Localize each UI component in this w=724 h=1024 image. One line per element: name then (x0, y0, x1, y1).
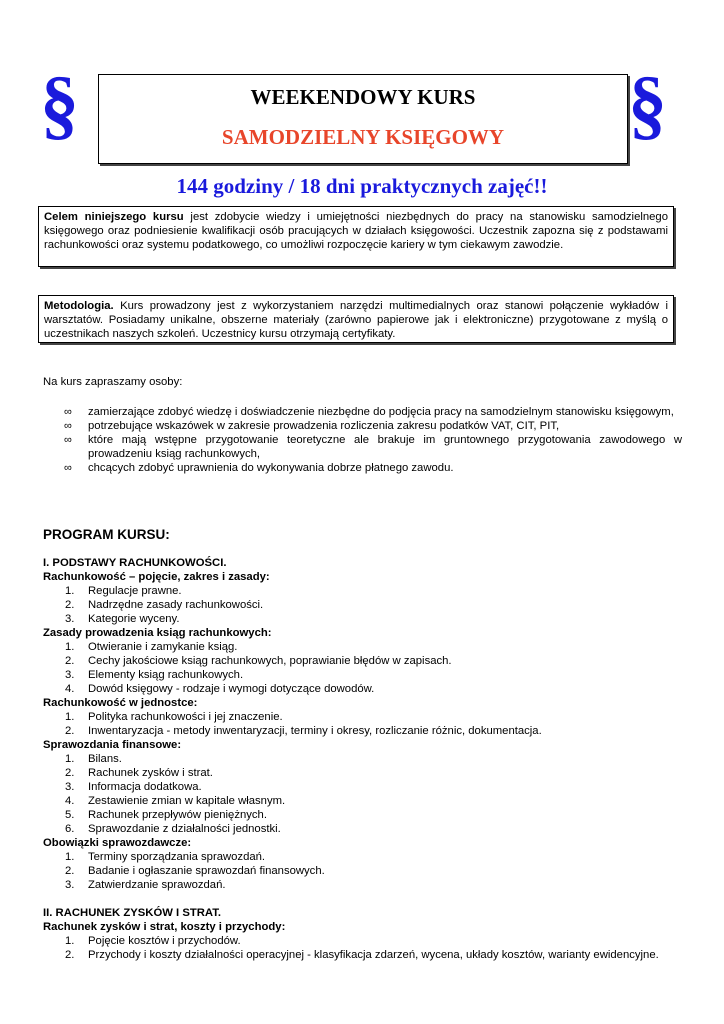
item-text: Kategorie wyceny. (88, 613, 180, 625)
item-text: Badanie i ogłaszanie sprawozdań finansowych. (88, 865, 325, 877)
item-number: 2. (65, 949, 75, 961)
course-name-title: SAMODZIELNY KSIĘGOWY (221, 125, 505, 149)
program-section-title: Rachunek zysków i strat, koszty i przychody: (43, 921, 286, 933)
goal-lead: Celem niniejszego kursu (44, 211, 184, 223)
program-section-title: Rachunkowość – pojęcie, zakres i zasady: (43, 571, 270, 583)
program-item (43, 668, 683, 682)
program-item (43, 598, 683, 612)
program-section-title: Rachunkowość w jednostce: (43, 697, 198, 709)
item-number: 3. (65, 669, 75, 681)
item-number: 1. (65, 851, 75, 863)
program-part-title: I. PODSTAWY RACHUNKOWOŚCI. (43, 557, 227, 569)
item-text: Rachunek przepływów pieniężnych. (88, 809, 267, 821)
program-title: PROGRAM KURSU: (43, 527, 170, 542)
infinity-bullet-icon: ∞ (64, 434, 72, 446)
item-number: 2. (65, 767, 75, 779)
item-text: Bilans. (88, 753, 122, 765)
program-item (43, 682, 683, 696)
item-number: 3. (65, 781, 75, 793)
program-section-title: Zasady prowadzenia ksiąg rachunkowych: (43, 627, 272, 639)
course-type-title: WEEKENDOWY KURS (250, 85, 476, 109)
goal-text: jest zdobycie wiedzy i umiejętności niezbędnych do pracy na stanowisku samodzielnego księgowego oraz podniesienie kwalifikacji osób pracujących w działach księgowości. Uczestnik zapozna się z podstawami rachunkowości oraz systemu podatkowego, co umożliwi rozpoczęcie kariery w tym ciekawym zawodzie. (44, 211, 668, 251)
infinity-bullet-icon: ∞ (64, 462, 72, 474)
goal-box (38, 206, 674, 267)
audience-list (64, 405, 682, 475)
list-item-text: chcących zdobyć uprawnienia do wykonywania dobrze płatnego zawodu. (88, 462, 454, 474)
list-item (64, 461, 682, 475)
program-item (43, 780, 683, 794)
audience-intro: Na kurs zapraszamy osoby: (43, 376, 183, 388)
item-text: Polityka rachunkowości i jej znaczenie. (88, 711, 283, 723)
item-number: 1. (65, 711, 75, 723)
item-number: 1. (65, 935, 75, 947)
program-item (43, 766, 683, 780)
item-number: 5. (65, 809, 75, 821)
list-item (64, 433, 682, 461)
item-text: Pojęcie kosztów i przychodów. (88, 935, 241, 947)
item-number: 1. (65, 753, 75, 765)
item-text: Elementy ksiąg rachunkowych. (88, 669, 244, 681)
methodology-box (38, 295, 674, 343)
item-number: 1. (65, 585, 75, 597)
program-part-title: II. RACHUNEK ZYSKÓW I STRAT. (43, 907, 222, 919)
item-number: 3. (65, 879, 75, 891)
item-text: Dowód księgowy - rodzaje i wymogi dotyczące dowodów. (88, 683, 375, 695)
program-section-title: Sprawozdania finansowe: (43, 739, 182, 751)
item-text: Informacja dodatkowa. (88, 781, 202, 793)
program-item (43, 612, 683, 626)
item-text: Zatwierdzanie sprawozdań. (88, 879, 226, 891)
item-number: 3. (65, 613, 75, 625)
item-text: Inwentaryzacja - metody inwentaryzacji, terminy i okresy, rozliczanie różnic, dokumentacja. (88, 725, 542, 737)
methodology-lead: Metodologia. (44, 300, 114, 312)
item-number: 2. (65, 865, 75, 877)
list-item-text: zamierzające zdobyć wiedzę i doświadczenie niezbędne do podjęcia pracy na samodzielnym stanowisku księgowym, (88, 406, 674, 418)
program-item (43, 752, 683, 766)
item-text: Rachunek zysków i strat. (88, 767, 213, 779)
item-text: Regulacje prawne. (88, 585, 182, 597)
program-item (43, 934, 683, 948)
program-item (43, 710, 683, 724)
item-number: 4. (65, 795, 75, 807)
item-text: Zestawienie zmian w kapitale własnym. (88, 795, 286, 807)
methodology-text: Kurs prowadzony jest z wykorzystaniem narzędzi multimedialnych oraz stanowi połączenie wykładów i warsztatów. Posiadamy unikalne, obszerne materiały (zarówno papierowe jak i elektroniczne) przygotowane z myślą o uczestnikach naszych szkoleń. Uczestnicy kursu otrzymają certyfikaty. (44, 300, 668, 340)
infinity-bullet-icon: ∞ (64, 420, 72, 432)
item-text: Przychody i koszty działalności operacyjnej - klasyfikacja zdarzeń, wycena, układy kosztów, warianty ewidencyjne. (88, 949, 659, 961)
program-item (43, 850, 683, 864)
list-item (64, 405, 682, 419)
item-text: Terminy sporządzania sprawozdań. (88, 851, 266, 863)
list-item (64, 419, 682, 433)
program-item (43, 808, 683, 822)
item-text: Cechy jakościowe ksiąg rachunkowych, poprawianie błędów w zapisach. (88, 655, 452, 667)
program-item (43, 948, 683, 962)
program-item (43, 640, 683, 654)
item-number: 2. (65, 655, 75, 667)
section-symbol-left: § (40, 60, 79, 147)
program-item (43, 654, 683, 668)
item-number: 2. (65, 599, 75, 611)
program-item (43, 724, 683, 738)
item-text: Sprawozdanie z działalności jednostki. (88, 823, 281, 835)
course-program (43, 528, 683, 962)
list-item-text: które mają wstępne przygotowanie teoretyczne ale brakuje im gruntownego przygotowania zawodowego w prowadzeniu ksiąg rachunkowych, (88, 434, 682, 460)
course-duration-subtitle: 144 godziny / 18 dni praktycznych zajęć!! (176, 174, 548, 198)
program-item (43, 878, 683, 892)
program-item (43, 794, 683, 808)
item-number: 2. (65, 725, 75, 737)
item-number: 6. (65, 823, 75, 835)
title-box (98, 74, 628, 164)
list-item-text: potrzebujące wskazówek w zakresie prowadzenia rozliczenia zakresu podatków VAT, CIT, PIT, (88, 420, 560, 432)
item-number: 4. (65, 683, 75, 695)
program-section-title: Obowiązki sprawozdawcze: (43, 837, 192, 849)
program-item (43, 822, 683, 836)
program-item (43, 864, 683, 878)
section-symbol-right: § (628, 60, 667, 147)
program-item (43, 584, 683, 598)
part-spacer (43, 892, 683, 906)
infinity-bullet-icon: ∞ (64, 406, 72, 418)
item-text: Nadrzędne zasady rachunkowości. (88, 599, 264, 611)
item-text: Otwieranie i zamykanie ksiąg. (88, 641, 238, 653)
item-number: 1. (65, 641, 75, 653)
